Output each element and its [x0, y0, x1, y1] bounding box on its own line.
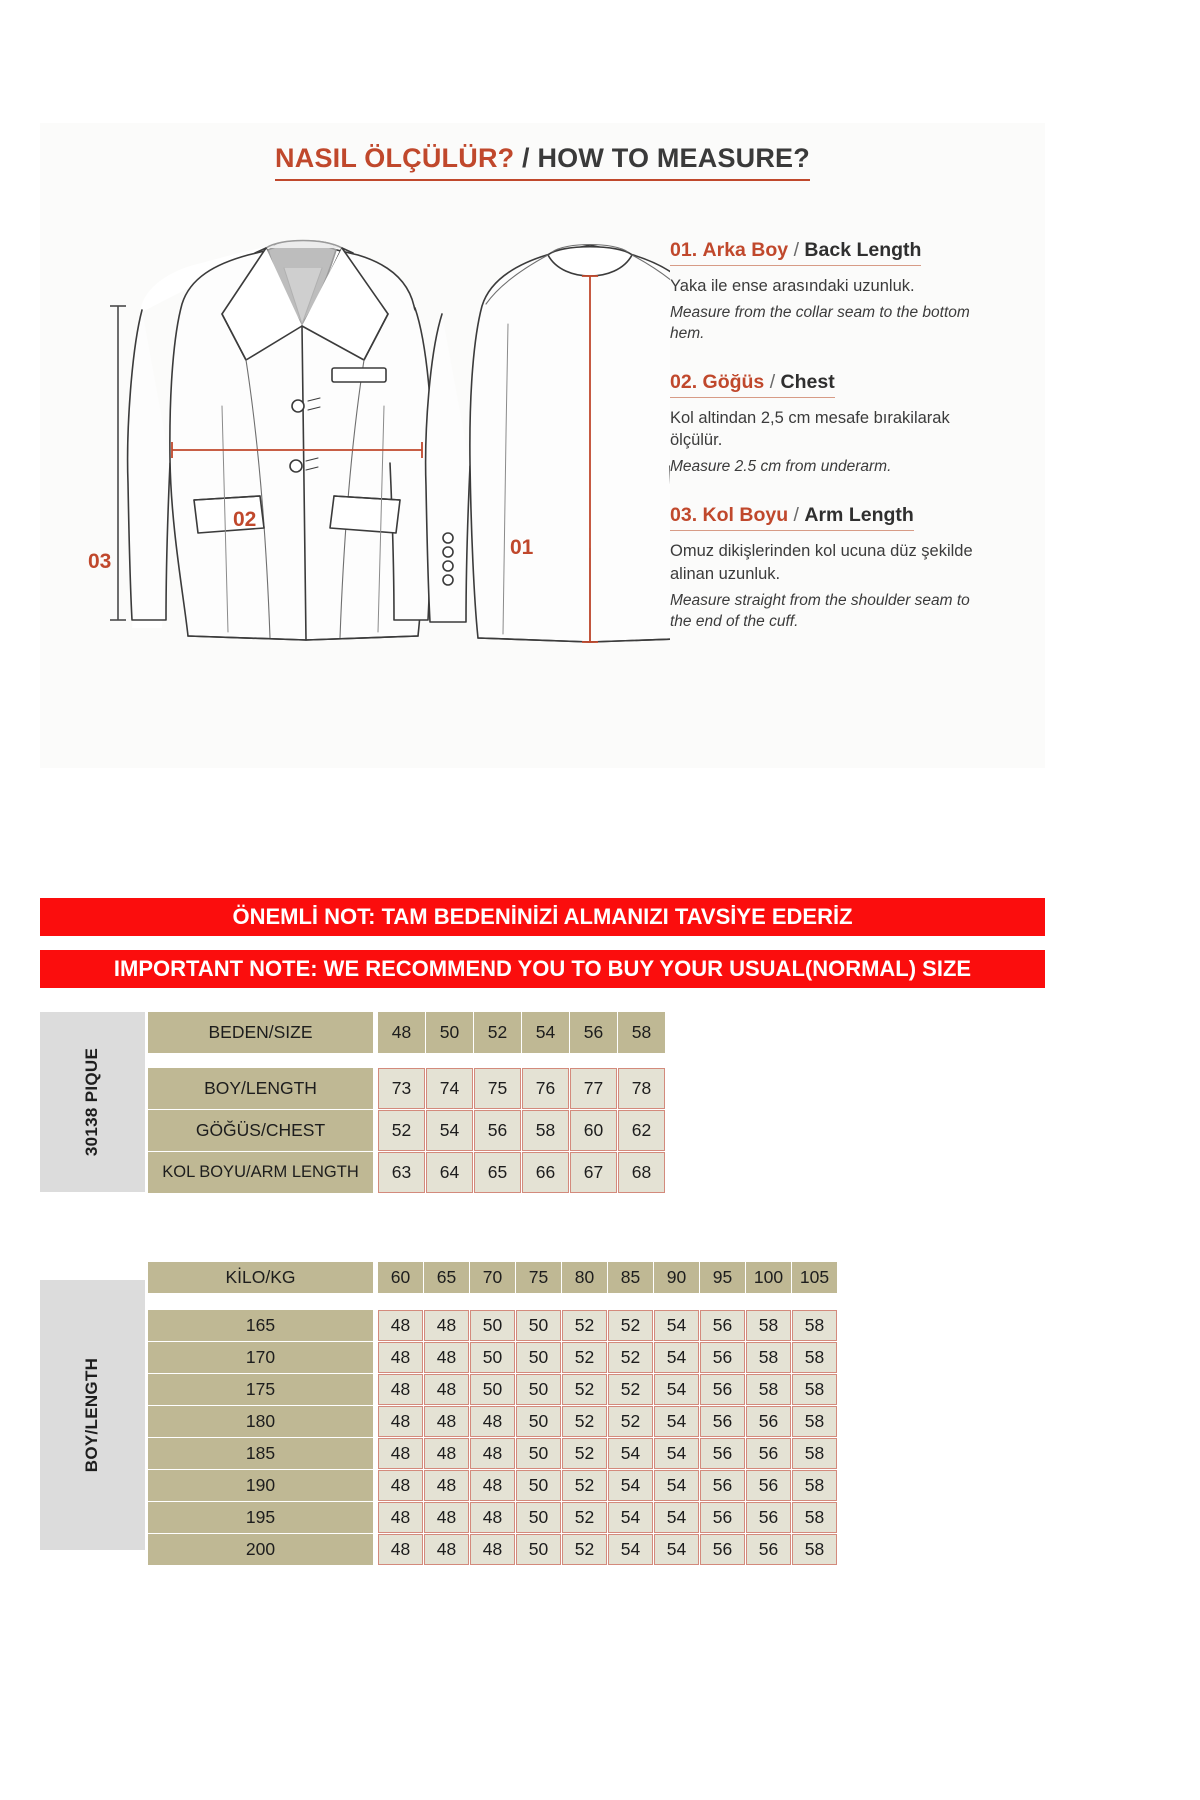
table-cell: 56: [700, 1534, 745, 1565]
instruction-desc-en-03: Measure straight from the shoulder seam to the end of the cuff.: [670, 591, 970, 630]
table-cell: 56: [700, 1502, 745, 1533]
table-row-label: 185: [148, 1438, 373, 1469]
table-column-header: 95: [700, 1262, 745, 1293]
instruction-heading-01: [670, 239, 921, 266]
jacket-illustrations: [70, 228, 670, 698]
table-cell: 56: [700, 1438, 745, 1469]
table-cell: 48: [378, 1374, 423, 1405]
table-column-header: 85: [608, 1262, 653, 1293]
table-cell: 58: [792, 1310, 837, 1341]
table-cell: 56: [746, 1438, 791, 1469]
table-cell: 56: [746, 1502, 791, 1533]
table-cell: 54: [608, 1438, 653, 1469]
table-cell: 56: [746, 1534, 791, 1565]
table-cell: 52: [562, 1502, 607, 1533]
instruction-slash-01: /: [788, 239, 805, 261]
table-cell: 48: [470, 1438, 515, 1469]
table-cell: 52: [608, 1406, 653, 1437]
table-column-header: 80: [562, 1262, 607, 1293]
table-cell: 52: [562, 1406, 607, 1437]
table-column-header: 65: [424, 1262, 469, 1293]
table-cell: 56: [700, 1406, 745, 1437]
table-cell: 54: [654, 1438, 699, 1469]
table-cell: 54: [654, 1342, 699, 1373]
table-cell: 48: [424, 1438, 469, 1469]
important-note-text-tr: ÖNEMLİ NOT: TAM BEDENİNİZİ ALMANIZI TAVSİYE EDERİZ: [232, 904, 853, 929]
table-cell: 52: [562, 1534, 607, 1565]
table-row-label: BOY/LENGTH: [148, 1068, 373, 1109]
table-cell: 58: [746, 1342, 791, 1373]
table-column-header: 100: [746, 1262, 791, 1293]
table-side-label-text: BOY/LENGTH: [82, 1357, 102, 1473]
table-cell: 56: [746, 1470, 791, 1501]
table-side-label: [40, 1012, 145, 1192]
instruction-name-en-03: Arm Length: [804, 504, 914, 527]
instruction-desc-en-01: Measure from the collar seam to the bottom hem.: [670, 303, 970, 342]
important-note-banner-en: [40, 950, 1045, 988]
table-cell: 52: [562, 1438, 607, 1469]
table-cell: 58: [792, 1502, 837, 1533]
important-note-banner-tr: [40, 898, 1045, 936]
back-jacket-body: [426, 245, 670, 643]
table-column-header: 105: [792, 1262, 837, 1293]
table-cell: 54: [608, 1534, 653, 1565]
instruction-heading-02: [670, 371, 835, 398]
instruction-name-tr-02: Göğüs: [702, 370, 765, 393]
table-cell: 54: [426, 1110, 473, 1151]
table-cell: 50: [516, 1534, 561, 1565]
table-cell: 75: [474, 1068, 521, 1109]
table-column-header: 52: [474, 1012, 521, 1053]
measurement-instructions: [670, 231, 1010, 652]
table-cell: 48: [378, 1534, 423, 1565]
how-to-measure-panel: [40, 123, 1045, 768]
table-column-header: 75: [516, 1262, 561, 1293]
table-column-header: 48: [378, 1012, 425, 1053]
table-cell: 48: [424, 1534, 469, 1565]
table-row-label: 195: [148, 1502, 373, 1533]
table-cell: 64: [426, 1152, 473, 1193]
table-cell: 52: [378, 1110, 425, 1151]
table-row-label: 190: [148, 1470, 373, 1501]
table-cell: 74: [426, 1068, 473, 1109]
instruction-slash-03: /: [788, 504, 805, 527]
instruction-name-tr-03: Kol Boyu: [702, 504, 789, 527]
table-cell: 48: [424, 1342, 469, 1373]
table-row-label: 170: [148, 1342, 373, 1373]
table-cell: 48: [378, 1342, 423, 1373]
instruction-slash-02: /: [764, 370, 781, 393]
table-cell: 68: [618, 1152, 665, 1193]
page-title-wrap: [40, 143, 1045, 181]
table-cell: 48: [470, 1502, 515, 1533]
table-cell: 58: [792, 1534, 837, 1565]
instruction-name-en-01: Back Length: [804, 239, 922, 261]
table-cell: 58: [522, 1110, 569, 1151]
table-cell: 66: [522, 1152, 569, 1193]
instruction-block-01: [670, 239, 1010, 345]
table-cell: 52: [562, 1310, 607, 1341]
table-column-header: 54: [522, 1012, 569, 1053]
table-cell: 58: [792, 1406, 837, 1437]
table-row-label: 165: [148, 1310, 373, 1341]
instruction-number-02: 02.: [670, 370, 698, 393]
table-cell: 56: [700, 1310, 745, 1341]
page-title-en: HOW TO MEASURE?: [537, 143, 810, 173]
table-cell: 50: [470, 1310, 515, 1341]
instruction-desc-en-02: Measure 2.5 cm from underarm.: [670, 458, 892, 476]
table-cell: 54: [654, 1470, 699, 1501]
table-cell: 52: [608, 1374, 653, 1405]
table-cell: 50: [516, 1310, 561, 1341]
table-cell: 50: [516, 1374, 561, 1405]
arm-length-guide-03: [110, 306, 126, 620]
table-cell: 48: [378, 1310, 423, 1341]
table-column-header: 70: [470, 1262, 515, 1293]
table-cell: 48: [424, 1406, 469, 1437]
instruction-heading-03: [670, 504, 914, 531]
table-cell: 56: [700, 1374, 745, 1405]
table-column-header: 58: [618, 1012, 665, 1053]
table-row-label: GÖĞÜS/CHEST: [148, 1110, 373, 1151]
page-title: [275, 143, 810, 181]
table-cell: 58: [792, 1342, 837, 1373]
table-cell: 50: [516, 1342, 561, 1373]
table-cell: 48: [378, 1470, 423, 1501]
table-row-label: 180: [148, 1406, 373, 1437]
table-cell: 78: [618, 1068, 665, 1109]
marker-03: 03: [88, 550, 112, 573]
table-row-label: 175: [148, 1374, 373, 1405]
table-column-header: 90: [654, 1262, 699, 1293]
table-cell: 52: [562, 1374, 607, 1405]
table-column-header: 50: [426, 1012, 473, 1053]
table-cell: 54: [654, 1374, 699, 1405]
table-cell: 73: [378, 1068, 425, 1109]
table-cell: 50: [516, 1502, 561, 1533]
table-column-header: 60: [378, 1262, 423, 1293]
table-cell: 52: [562, 1342, 607, 1373]
table-row-label: KOL BOYU/ARM LENGTH: [148, 1152, 373, 1193]
table-cell: 58: [792, 1438, 837, 1469]
table-cell: 48: [424, 1502, 469, 1533]
instruction-desc-tr-03: Omuz dikişlerinden kol ucuna düz şekilde alinan uzunluk.: [670, 542, 973, 583]
table-cell: 50: [516, 1470, 561, 1501]
instruction-name-tr-01: Arka Boy: [702, 239, 789, 261]
table-cell: 48: [424, 1374, 469, 1405]
table-cell: 76: [522, 1068, 569, 1109]
table-cell: 54: [608, 1470, 653, 1501]
table-cell: 52: [608, 1342, 653, 1373]
table-cell: 48: [470, 1406, 515, 1437]
table-cell: 52: [608, 1310, 653, 1341]
instruction-name-en-02: Chest: [780, 370, 835, 393]
table-header-label: BEDEN/SIZE: [148, 1012, 373, 1053]
table-cell: 50: [470, 1374, 515, 1405]
instruction-number-03: 03.: [670, 504, 698, 527]
table-header-label: KİLO/KG: [148, 1262, 373, 1293]
table-cell: 48: [470, 1534, 515, 1565]
table-cell: 58: [746, 1374, 791, 1405]
table-cell: 63: [378, 1152, 425, 1193]
table-side-label-text: 30138 PIQUE: [82, 1047, 102, 1157]
table-cell: 48: [424, 1310, 469, 1341]
table-cell: 56: [700, 1470, 745, 1501]
table-cell: 54: [654, 1406, 699, 1437]
table-cell: 56: [474, 1110, 521, 1151]
table-cell: 62: [618, 1110, 665, 1151]
page-title-tr: NASIL ÖLÇÜLÜR?: [275, 143, 515, 173]
table-cell: 54: [608, 1502, 653, 1533]
table-column-header: 56: [570, 1012, 617, 1053]
table-cell: 48: [378, 1438, 423, 1469]
marker-01: 01: [510, 536, 534, 559]
table-cell: 56: [746, 1406, 791, 1437]
table-cell: 48: [470, 1470, 515, 1501]
table-cell: 60: [570, 1110, 617, 1151]
marker-02: 02: [233, 508, 257, 531]
table-cell: 58: [746, 1310, 791, 1341]
table-cell: 50: [470, 1342, 515, 1373]
table-cell: 77: [570, 1068, 617, 1109]
table-cell: 54: [654, 1502, 699, 1533]
table-cell: 50: [516, 1438, 561, 1469]
table-cell: 67: [570, 1152, 617, 1193]
table-cell: 58: [792, 1374, 837, 1405]
table-cell: 50: [516, 1406, 561, 1437]
instruction-desc-tr-02: Kol altindan 2,5 cm mesafe bırakilarak ölçülür.: [670, 408, 950, 450]
table-cell: 54: [654, 1310, 699, 1341]
table-cell: 56: [700, 1342, 745, 1373]
table-cell: 65: [474, 1152, 521, 1193]
table-row-label: 200: [148, 1534, 373, 1565]
table-cell: 58: [792, 1470, 837, 1501]
table-cell: 48: [378, 1406, 423, 1437]
instruction-block-02: [670, 371, 1010, 478]
page-title-separator: /: [514, 143, 538, 173]
table-cell: 48: [378, 1502, 423, 1533]
table-cell: 48: [424, 1470, 469, 1501]
table-side-label: [40, 1280, 145, 1550]
front-jacket-body: [128, 241, 433, 641]
instruction-block-03: [670, 504, 1010, 632]
important-note-text-en: IMPORTANT NOTE: WE RECOMMEND YOU TO BUY YOUR USUAL(NORMAL) SIZE: [113, 956, 972, 981]
instruction-desc-tr-01: Yaka ile ense arasındaki uzunluk.: [670, 277, 915, 295]
table-cell: 52: [562, 1470, 607, 1501]
instruction-number-01: 01.: [670, 239, 698, 261]
table-cell: 54: [654, 1534, 699, 1565]
